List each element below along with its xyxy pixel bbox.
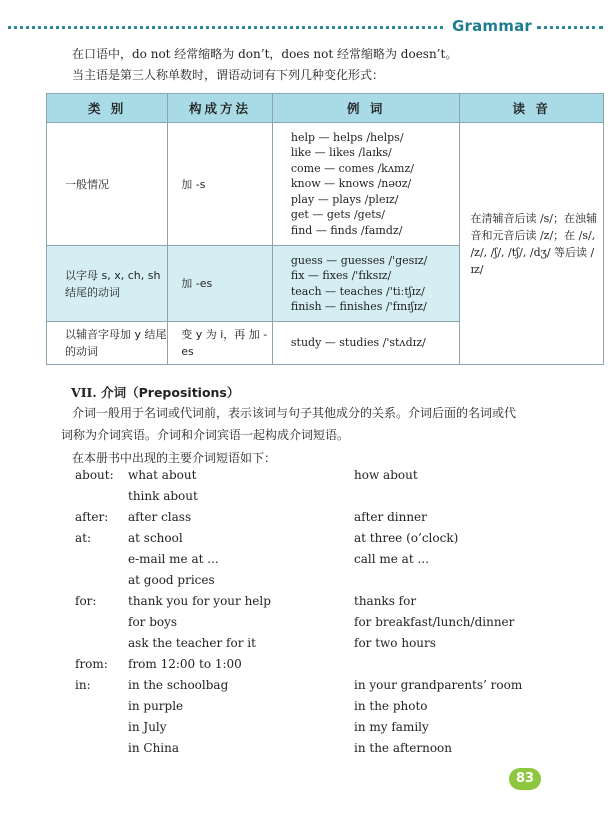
table-row (47, 123, 604, 246)
row-category: 以字母 s, x, ch, sh 结尾的动词 (47, 246, 168, 322)
section-title (71, 383, 239, 401)
phrase-left: thank you for your help (128, 594, 271, 608)
header-method: 构成方法 (168, 94, 273, 123)
example-word: finish — finishes /'fɪnɪʃɪz/ (290, 300, 427, 313)
phrase-left: in the schoolbag (128, 678, 229, 692)
pronunciation-rule: 在清辅音后读 /s/；在浊辅音和元音后读 /z/；在 /s/, /z/, /ʃ/, /tʃ/, /dʒ/ 等后读 /ɪz/ (460, 123, 604, 365)
phrase-right: call me at ... (354, 552, 429, 566)
phrase-left: e-mail me at ... (128, 552, 219, 566)
phrase-right: for two hours (354, 636, 436, 650)
example-word: get — gets /gets/ (290, 208, 385, 222)
paragraph-line-2: 词称为介词宾语。介词和介词宾语一起构成介词短语。 (61, 428, 350, 442)
phrase-left: what about (128, 468, 197, 482)
phrase-right: thanks for (354, 594, 417, 608)
example-word: play — plays /pleɪz/ (290, 192, 399, 206)
header-dotted-rule-right (537, 26, 603, 29)
preposition-label: from: (75, 657, 108, 671)
page-number-badge: 83 (509, 768, 541, 790)
phrase-left: at good prices (128, 573, 215, 587)
row-examples (272, 322, 460, 365)
section-title-en: （Prepositions） (126, 385, 240, 400)
row-examples (272, 123, 460, 246)
example-word: help — helps /helps/ (290, 130, 404, 144)
preposition-label: in: (75, 678, 91, 692)
preposition-label: at: (75, 531, 92, 545)
table-header-row (47, 94, 604, 123)
phrase-left: in July (128, 720, 167, 734)
example-word: come — comes /kʌmz/ (290, 161, 414, 175)
example-word: know — knows /nəʊz/ (290, 177, 412, 191)
phrase-right: in the photo (354, 699, 428, 713)
paragraph-line-3: 在本册书中出现的主要介词短语如下： (72, 451, 277, 465)
third-person-singular-table (46, 93, 604, 365)
phrase-right: after dinner (354, 510, 427, 524)
intro-line-1: 在口语中，do not 经常缩略为 don’t，does not 经常缩略为 doesn’t。 (72, 47, 458, 61)
header-examples: 例 词 (272, 94, 460, 123)
row-method: 变 y 为 i，再 加 -es (168, 322, 273, 365)
phrase-right: for breakfast/lunch/dinner (354, 615, 515, 629)
preposition-label: about: (75, 468, 114, 482)
example-word: find — finds /faɪndz/ (290, 223, 403, 237)
example-word: like — likes /laɪks/ (290, 146, 392, 160)
section-header-title: Grammar (452, 17, 533, 35)
phrase-right: in your grandparents’ room (354, 678, 523, 692)
row-examples (272, 246, 460, 322)
header-category: 类 别 (47, 94, 168, 123)
phrase-left: for boys (128, 615, 178, 629)
phrase-left: in purple (128, 699, 184, 713)
phrase-right: in my family (354, 720, 429, 734)
row-category: 一般情况 (47, 123, 168, 246)
preposition-label: after: (75, 510, 109, 524)
section-title-cn: 介词 (101, 385, 127, 400)
example-word: study — studies /'stʌdɪz/ (290, 336, 426, 350)
preposition-label: for: (75, 594, 97, 608)
intro-line-2: 当主语是第三人称单数时，谓语动词有下列几种变化形式： (72, 68, 385, 82)
paragraph-line-1: 介词一般用于名词或代词前，表示该词与句子其他成分的关系。介词后面的名词或代 (72, 406, 517, 420)
header-dotted-rule-left (8, 26, 443, 29)
example-word: guess — guesses /'gesɪz/ (290, 253, 428, 267)
phrase-left: at school (128, 531, 183, 545)
phrase-left: after class (128, 510, 192, 524)
phrase-right: how about (354, 468, 418, 482)
header-pronunciation: 读 音 (460, 94, 604, 123)
example-word: teach — teaches /'tiːtʃɪz/ (290, 284, 425, 298)
phrase-right: at three (o’clock) (354, 531, 459, 545)
phrase-left: in China (128, 741, 180, 755)
phrase-left: from 12:00 to 1:00 (128, 657, 242, 671)
phrase-right: in the afternoon (354, 741, 453, 755)
phrase-left: think about (128, 489, 198, 503)
row-method: 加 -s (168, 123, 273, 246)
section-numeral: VII. (71, 385, 97, 400)
example-word: fix — fixes /'fɪksɪz/ (290, 269, 392, 282)
row-category: 以辅音字母加 y 结尾的动词 (47, 322, 168, 365)
phrase-left: ask the teacher for it (128, 636, 256, 650)
row-method: 加 -es (168, 246, 273, 322)
